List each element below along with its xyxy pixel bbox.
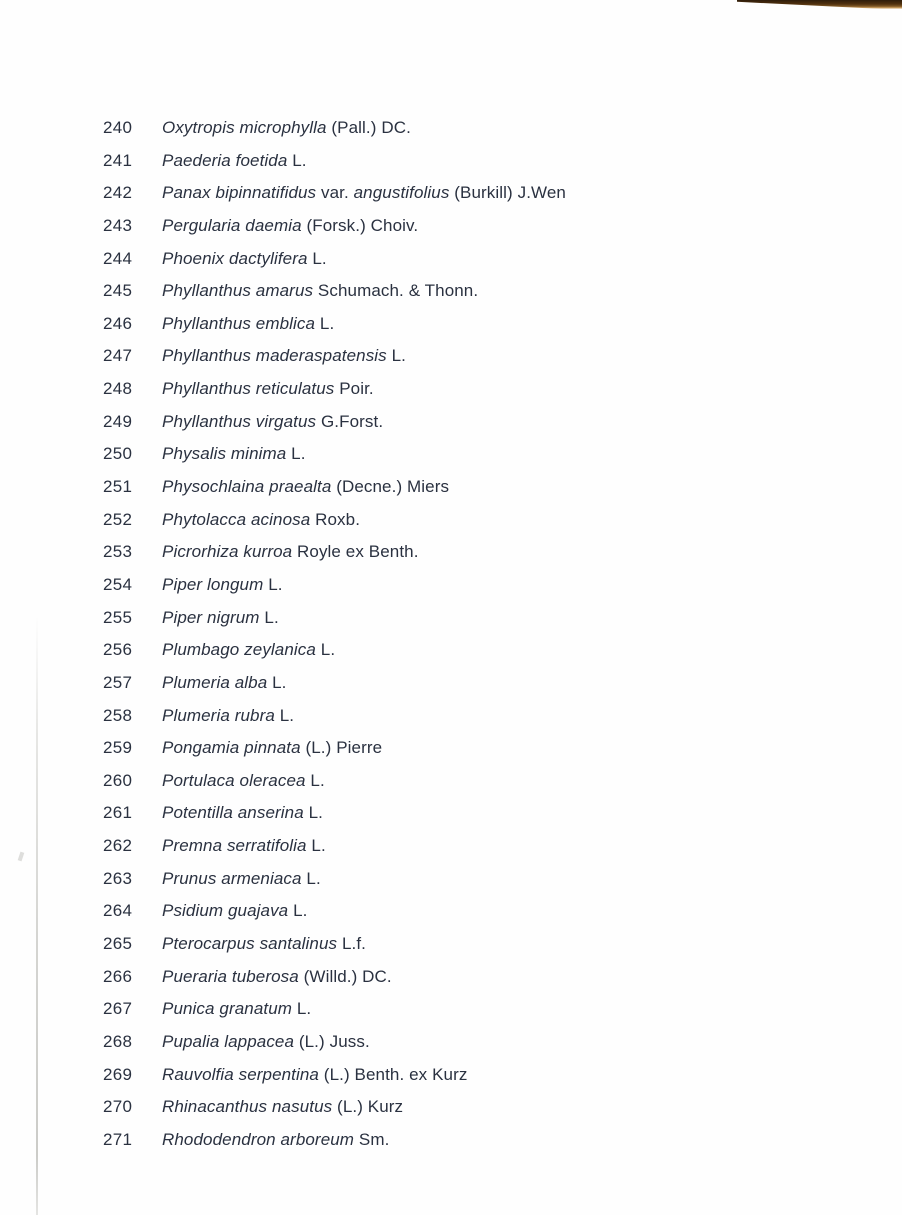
species-name: Psidium guajava L. [162, 901, 308, 921]
entry-number: 267 [103, 999, 133, 1019]
list-item [0, 536, 902, 569]
list-item [0, 863, 902, 896]
species-name: Physochlaina praealta (Decne.) Miers [162, 477, 450, 497]
list-item [0, 112, 902, 145]
list-item [0, 438, 902, 471]
entry-number: 240 [103, 118, 133, 137]
list-item [0, 1026, 902, 1059]
entry-number: 242 [103, 183, 133, 203]
entry-number: 261 [103, 803, 133, 823]
list-item [0, 797, 902, 830]
entry-number: 245 [103, 281, 133, 301]
list-item [0, 145, 902, 178]
list-item [0, 732, 902, 765]
list-item [0, 1091, 902, 1124]
list-item [0, 895, 902, 928]
entry-number: 269 [103, 1064, 133, 1084]
entry-number: 263 [103, 868, 133, 888]
list-item [0, 1059, 902, 1092]
entry-number: 266 [103, 966, 133, 986]
species-name: Plumeria rubra L. [162, 705, 295, 725]
list-item [0, 993, 902, 1026]
scan-edge-artifact [737, 0, 902, 10]
species-name: Pupalia lappacea (L.) Juss. [162, 1031, 370, 1051]
entry-number: 253 [103, 542, 133, 562]
entry-number: 258 [103, 705, 133, 725]
species-name: Panax bipinnatifidus var. angustifolius (Burkill) J.Wen [162, 183, 566, 203]
entry-number: 244 [103, 248, 133, 268]
species-name: Piper longum L. [162, 574, 283, 594]
entry-number: 257 [103, 672, 133, 692]
species-list [0, 112, 902, 1157]
entry-number: 268 [103, 1031, 133, 1051]
entry-number: 254 [103, 574, 133, 594]
list-item [0, 1124, 902, 1157]
species-name: Phyllanthus maderaspatensis L. [162, 346, 406, 366]
list-item [0, 602, 902, 635]
list-item [0, 406, 902, 439]
list-item [0, 373, 902, 406]
entry-number: 265 [103, 934, 133, 954]
species-name: Potentilla anserina L. [162, 803, 323, 823]
list-item [0, 830, 902, 863]
entry-number: 241 [103, 150, 133, 170]
species-name: Plumbago zeylanica L. [162, 640, 336, 660]
species-name: Paederia foetida L. [162, 150, 307, 170]
entry-number: 271 [103, 1129, 133, 1149]
list-item [0, 667, 902, 700]
species-name: Phoenix dactylifera L. [162, 248, 327, 268]
list-item [0, 569, 902, 602]
species-name: Prunus armeniaca L. [162, 868, 321, 888]
species-name: Portulaca oleracea L. [162, 770, 325, 790]
species-name: Phyllanthus emblica L. [162, 313, 335, 333]
entry-number: 252 [103, 509, 133, 529]
list-item [0, 308, 902, 341]
list-item [0, 177, 902, 210]
entry-number: 255 [103, 607, 133, 627]
species-name: Phyllanthus amarus Schumach. & Thonn. [162, 281, 479, 301]
list-item [0, 243, 902, 276]
list-item [0, 275, 902, 308]
list-item [0, 700, 902, 733]
species-name: Pergularia daemia (Forsk.) Choiv. [162, 215, 419, 235]
species-name: Phyllanthus reticulatus Poir. [162, 379, 374, 399]
species-name: Premna serratifolia L. [162, 836, 326, 856]
species-name: Pterocarpus santalinus L.f. [162, 934, 366, 954]
species-name: Phytolacca acinosa Roxb. [162, 509, 361, 529]
species-name: Physalis minima L. [162, 444, 306, 464]
entry-number: 259 [103, 738, 133, 758]
entry-number: 246 [103, 313, 133, 333]
species-name: Phyllanthus virgatus G.Forst. [162, 411, 384, 431]
entry-number: 248 [103, 379, 133, 399]
entry-number: 250 [103, 444, 133, 464]
species-name: Pueraria tuberosa (Willd.) DC. [162, 966, 392, 986]
entry-number: 260 [103, 770, 133, 790]
list-item [0, 928, 902, 961]
species-name: Rhododendron arboreum Sm. [162, 1129, 390, 1149]
species-name: Plumeria alba L. [162, 672, 287, 692]
species-name: Picrorhiza kurroa Royle ex Benth. [162, 542, 419, 562]
entry-number: 270 [103, 1097, 133, 1117]
list-item [0, 634, 902, 667]
species-name: Rhinacanthus nasutus (L.) Kurz [162, 1097, 404, 1117]
list-item [0, 961, 902, 994]
list-item [0, 504, 902, 537]
entry-number: 249 [103, 411, 133, 431]
species-name: Pongamia pinnata (L.) Pierre [162, 738, 383, 758]
entry-number: 251 [103, 477, 133, 497]
entry-number: 243 [103, 215, 133, 235]
entry-number: 264 [103, 901, 133, 921]
list-item [0, 210, 902, 243]
list-item [0, 471, 902, 504]
list-item [0, 765, 902, 798]
entry-number: 247 [103, 346, 133, 366]
species-name: Piper nigrum L. [162, 607, 279, 627]
species-name: Rauvolfia serpentina (L.) Benth. ex Kurz [162, 1064, 468, 1084]
species-name: Oxytropis microphylla (Pall.) DC. [162, 118, 411, 137]
species-name: Punica granatum L. [162, 999, 312, 1019]
entry-number: 262 [103, 836, 133, 856]
entry-number: 256 [103, 640, 133, 660]
list-item [0, 340, 902, 373]
